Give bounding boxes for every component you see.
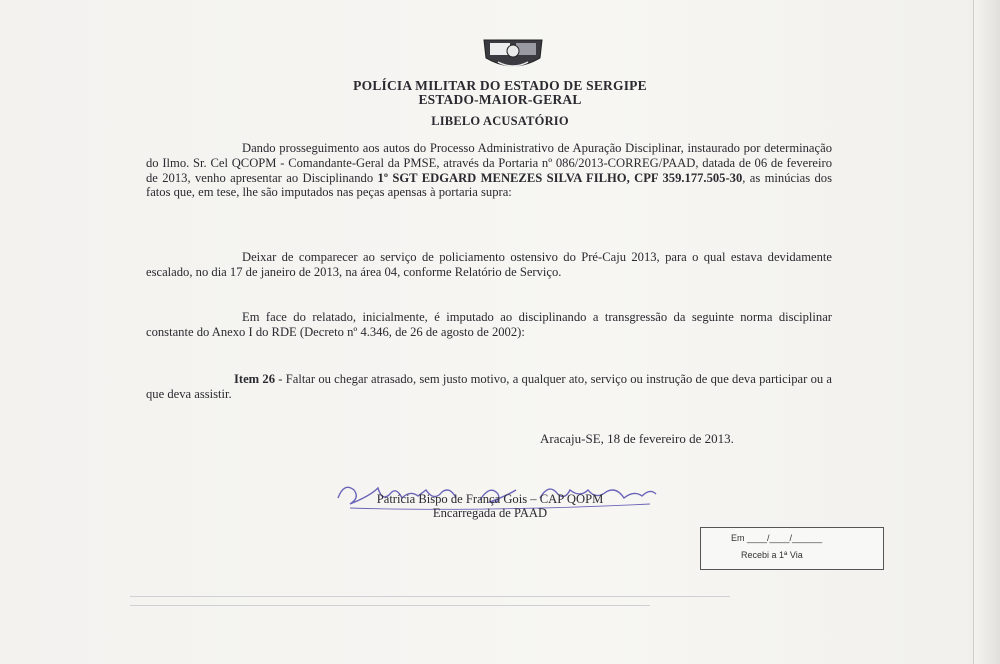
receipt-label: Recebi a 1ª Via <box>741 550 803 560</box>
signer-name: Patrícia Bispo de França Gois – CAP QOPM <box>376 492 604 506</box>
item-number: Item 26 <box>234 372 276 386</box>
paragraph-charge: Em face do relatado, inicialmente, é imputado ao disciplinando a transgressão da seguinte norma disciplinar constante do Anexo I do RDE (Decreto nº 4.346, de 26 de agosto de 2002): <box>146 310 832 339</box>
receipt-stamp <box>700 527 884 570</box>
receipt-date-field: Em ____/____/______ <box>731 533 823 543</box>
pmse-emblem-icon <box>480 36 546 72</box>
accused-identification: 1º SGT EDGARD MENEZES SILVA FILHO, CPF 359.177.505-30 <box>377 170 743 185</box>
paragraph-facts: Deixar de comparecer ao serviço de policiamento ostensivo do Pré-Caju 2013, para o qual estava devidamente escalado, no dia 17 de janeiro de 2013, na área 04, conforme Relatório de Serviço. <box>146 250 832 279</box>
item-text: - Faltar ou chegar atrasado, sem justo motivo, a qualquer ato, serviço ou instrução de que deva participar ou a que deva assistir. <box>146 372 832 401</box>
org-line-2: ESTADO-MAIOR-GERAL <box>418 92 582 107</box>
paragraph-intro <box>146 141 832 200</box>
scan-artifact <box>130 605 650 606</box>
paragraph-item <box>146 372 832 402</box>
signer-role: Encarregada de PAAD <box>432 506 548 520</box>
scan-artifact <box>130 596 730 597</box>
org-line-1: POLÍCIA MILITAR DO ESTADO DE SERGIPE <box>353 78 647 93</box>
document-title: LIBELO ACUSATÓRIO <box>431 114 569 128</box>
date-line: Aracaju-SE, 18 de fevereiro de 2013. <box>540 431 734 446</box>
page-edge <box>973 0 1000 664</box>
intro-text-a: Dando prosseguimento aos autos do Processo Administrativo de Apuração Disciplinar, instaurado por determinação do Ilmo. Sr. Cel QCOPM - Comandante-Geral da PMSE, através da Portaria nº 086/2013-CORREG/PAAD, datada de 06 de fevereiro de 2013, venho apresentar ao Disciplinando <box>146 141 832 185</box>
intro-text-b: , as minúcias dos fatos que, em tese, lhe são imputados nas peças apensas à portaria supra: <box>146 170 832 200</box>
